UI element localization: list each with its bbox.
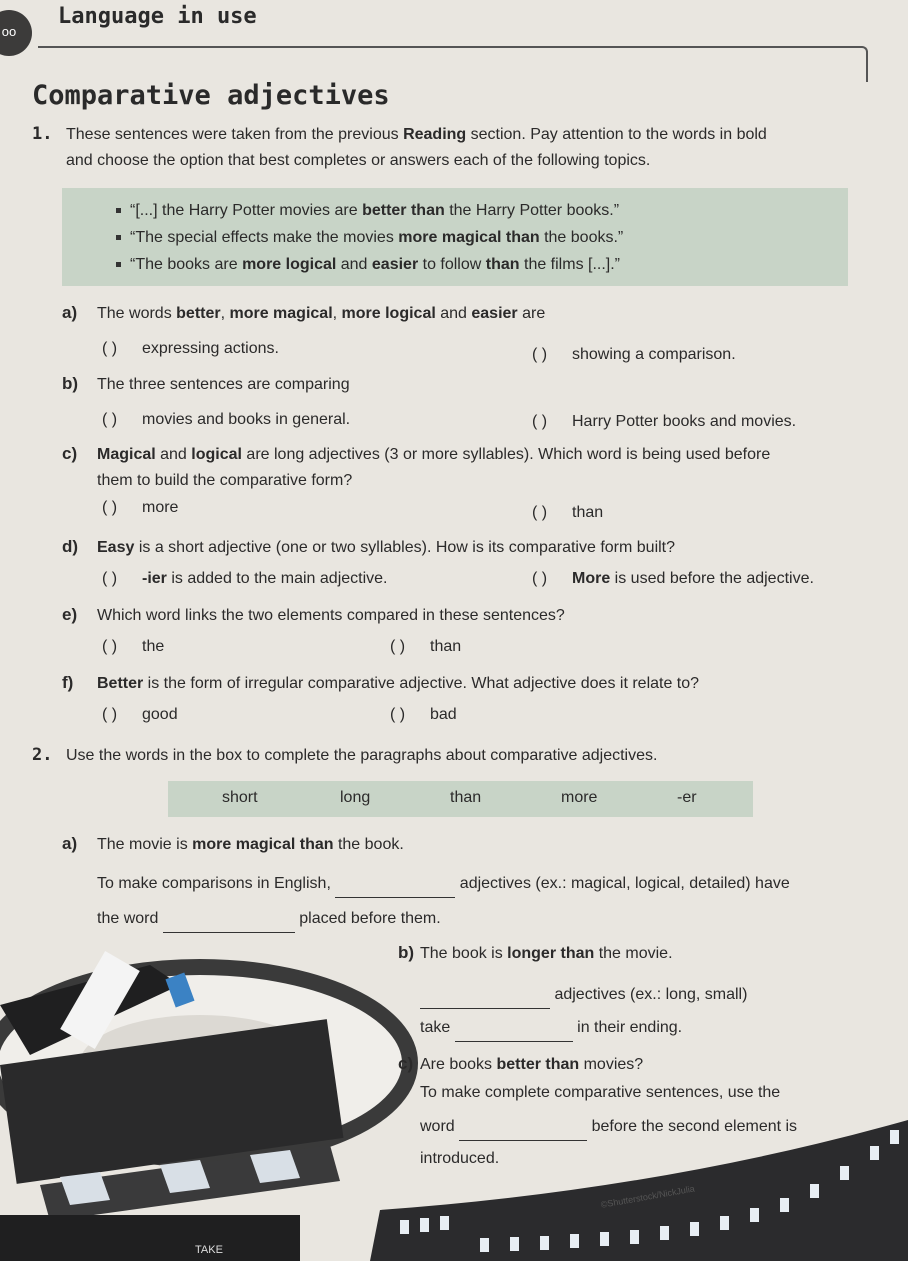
- q2b-blank-2[interactable]: [455, 1015, 573, 1042]
- q1e-letter: e): [62, 605, 78, 624]
- q2b-paragraph-line1: adjectives (ex.: long, small): [420, 982, 747, 1009]
- q2c-letter: c): [398, 1054, 414, 1073]
- clapper-label: TAKE: [195, 1244, 223, 1256]
- q1d-option-1[interactable]: ( ) -ier is added to the main adjective.: [102, 570, 388, 587]
- q2a-paragraph-line1: To make comparisons in English, adjectives (ex.: magical, logical, detailed) have: [97, 871, 790, 898]
- q2b-sentence: The book is longer than the movie.: [420, 945, 673, 962]
- q2a-letter: a): [62, 834, 78, 853]
- q2a-paragraph-line2: the word placed before them.: [97, 906, 441, 933]
- header-title: Language in use: [58, 4, 257, 29]
- section-title: Comparative adjectives: [32, 80, 390, 111]
- q1c-option-1[interactable]: ( ) more: [102, 499, 179, 516]
- quote-item: “The special effects make the movies more magical than the books.”: [130, 227, 623, 249]
- q1b-question: The three sentences are comparing: [97, 376, 350, 393]
- q2c-sentence: Are books better than movies?: [420, 1056, 644, 1073]
- film-reel-clapperboard-image: [0, 945, 420, 1261]
- q1d-letter: d): [62, 537, 79, 556]
- q1a-letter: a): [62, 303, 78, 322]
- q1b-option-1[interactable]: ( ) movies and books in general.: [102, 411, 351, 428]
- q1-instruction: These sentences were taken from the previous Reading section. Pay attention to the words in bold and choose the option that best completes or answers each of the following topics.: [66, 126, 767, 169]
- q2-number: 2.: [32, 745, 53, 765]
- q2c-paragraph-line2: word before the second element is: [420, 1114, 797, 1141]
- q2-instruction: Use the words in the box to complete the paragraphs about comparative adjectives.: [66, 747, 658, 764]
- q2a-sentence: The movie is more magical than the book.: [97, 836, 404, 853]
- q1c-letter: c): [62, 444, 78, 463]
- q1f-question: Better is the form of irregular comparative adjective. What adjective does it relate to?: [97, 675, 700, 692]
- q1a-option-1[interactable]: ( ) expressing actions.: [102, 340, 279, 357]
- image-credit: ©Shutterstock/NickJulia: [600, 1183, 696, 1210]
- q1-number: 1.: [32, 124, 53, 144]
- q2b-paragraph-line2: take in their ending.: [420, 1015, 682, 1042]
- header-divider: [38, 46, 868, 82]
- q1f-letter: f): [62, 673, 74, 692]
- q1a-question: The words better, more magical, more logical and easier are: [97, 305, 546, 322]
- word-box-item: than: [450, 789, 482, 806]
- quote-item: “The books are more logical and easier to follow than the films [...].”: [130, 254, 620, 276]
- q1b-option-2[interactable]: ( ) Harry Potter books and movies.: [532, 413, 797, 430]
- q1f-option-2[interactable]: ( ) bad: [390, 706, 457, 723]
- film-strip-image: [360, 1110, 908, 1261]
- q1c-question: Magical and logical are long adjectives (3 or more syllables). Which word is being used before them to build the comparative form?: [97, 446, 771, 489]
- quote-item: “[...] the Harry Potter movies are better than the Harry Potter books.”: [130, 200, 619, 222]
- q1d-option-2[interactable]: ( ) More is used before the adjective.: [532, 570, 814, 587]
- q2a-blank-1[interactable]: [335, 871, 455, 898]
- q1d-question: Easy is a short adjective (one or two syllables). How is its comparative form built?: [97, 539, 676, 556]
- q2c-paragraph-line1: To make complete comparative sentences, use the: [420, 1084, 781, 1101]
- q2c-paragraph-line3: introduced.: [420, 1150, 500, 1167]
- q1b-letter: b): [62, 374, 79, 393]
- word-box-item: -er: [677, 789, 697, 806]
- word-box-item: more: [561, 789, 598, 806]
- q1c-option-2[interactable]: ( ) than: [532, 504, 604, 521]
- q1e-option-2[interactable]: ( ) than: [390, 638, 462, 655]
- q2a-blank-2[interactable]: [163, 906, 295, 933]
- language-icon: oo: [0, 10, 32, 56]
- word-box-item: short: [222, 789, 258, 806]
- q1a-option-2[interactable]: ( ) showing a comparison.: [532, 346, 736, 363]
- q2b-blank-1[interactable]: [420, 982, 550, 1009]
- q1e-option-1[interactable]: ( ) the: [102, 638, 165, 655]
- q1f-option-1[interactable]: ( ) good: [102, 706, 178, 723]
- q1e-question: Which word links the two elements compared in these sentences?: [97, 607, 565, 624]
- word-box-item: long: [340, 789, 371, 806]
- q2b-letter: b): [398, 943, 415, 962]
